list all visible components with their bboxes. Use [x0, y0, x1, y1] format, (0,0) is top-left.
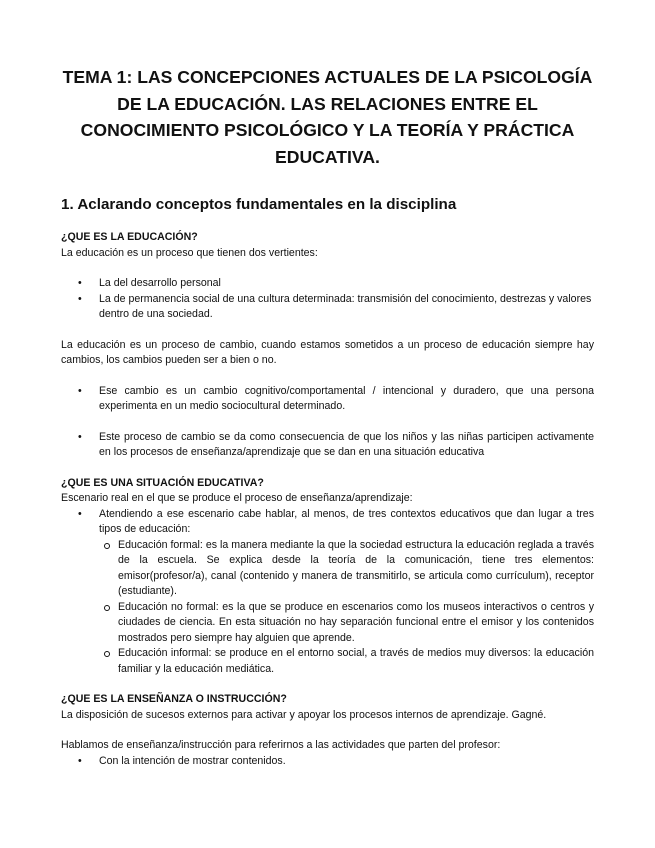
educacion-heading: ¿QUE ES LA EDUCACIÓN?	[61, 231, 198, 243]
list-item: • Este proceso de cambio se da como consecuencia de que los niños y las niñas participen activamente en los procesos de enseñanza/aprendizaje que se dan en una situación educativa	[61, 430, 594, 461]
situacion-intro: Escenario real en el que se produce el proceso de enseñanza/aprendizaje:	[61, 492, 413, 504]
ensenanza-heading: ¿QUE ES LA ENSEÑANZA O INSTRUCCIÓN?	[61, 693, 287, 705]
list-item: • La de permanencia social de una cultura determinada: transmisión del conocimiento, destrezas y valores dentro de una sociedad.	[61, 292, 594, 323]
tipos-list	[61, 538, 594, 678]
list-item: • Con la intención de mostrar contenidos.	[61, 754, 594, 770]
ensenanza-definition: La disposición de sucesos externos para activar y apoyar los procesos internos de aprendizaje. Gagné.	[61, 708, 547, 721]
list-item: Educación formal: es la manera mediante la que la sociedad estructura la educación reglada a través de la escuela. Se explica desde la teoría de la comunicación, tiene tres elementos: emisor(profesor/a), canal (contenido y manera de transmitirlo, se articula como currículum), receptor (estudiante).	[61, 538, 594, 600]
cambio-list	[61, 384, 594, 415]
ensenanza-intro: Hablamos de enseñanza/instrucción para referirnos a las actividades que parten del profesor:	[61, 739, 501, 751]
list-item: • Ese cambio es un cambio cognitivo/comportamental / intencional y duradero, que una persona experimenta en un medio sociocultural determinado.	[61, 384, 594, 415]
list-item: Educación no formal: es la que se produce en escenarios como los museos interactivos o centros y ciudades de ciencia. En esta situación no hay separación funcional entre el emisor y los contenidos mostrados pero siempre hay alguien que aprende.	[61, 600, 594, 647]
cambio-paragraph: La educación es un proceso de cambio, cuando estamos sometidos a un proceso de educación siempre hay cambios, los cambios pueden ser a bien o no.	[61, 338, 594, 366]
list-item: • La del desarrollo personal	[61, 276, 594, 292]
ensenanza-list	[61, 754, 594, 770]
section-heading: 1. Aclarando conceptos fundamentales en la disciplina	[61, 196, 457, 213]
situacion-heading: ¿QUE ES UNA SITUACIÓN EDUCATIVA?	[61, 476, 264, 489]
list-item: • Atendiendo a ese escenario cabe hablar, al menos, de tres contextos educativos que dan lugar a tres tipos de educación:	[61, 507, 594, 538]
document-title: TEMA 1: LAS CONCEPCIONES ACTUALES DE LA PSICOLOGÍA DE LA EDUCACIÓN. LAS RELACIONES ENTRE EL CONOCIMIENTO PSICOLÓGICO Y LA TEORÍA Y PRÁCTICA EDUCATIVA.	[62, 67, 593, 167]
vertientes-list	[61, 276, 594, 323]
situacion-list	[61, 507, 594, 538]
proceso-list	[61, 430, 594, 461]
educacion-intro: La educación es un proceso que tienen dos vertientes:	[61, 246, 318, 259]
list-item: Educación informal: se produce en el entorno social, a través de medios muy diversos: la educación familiar y la educación mediática.	[61, 646, 594, 677]
